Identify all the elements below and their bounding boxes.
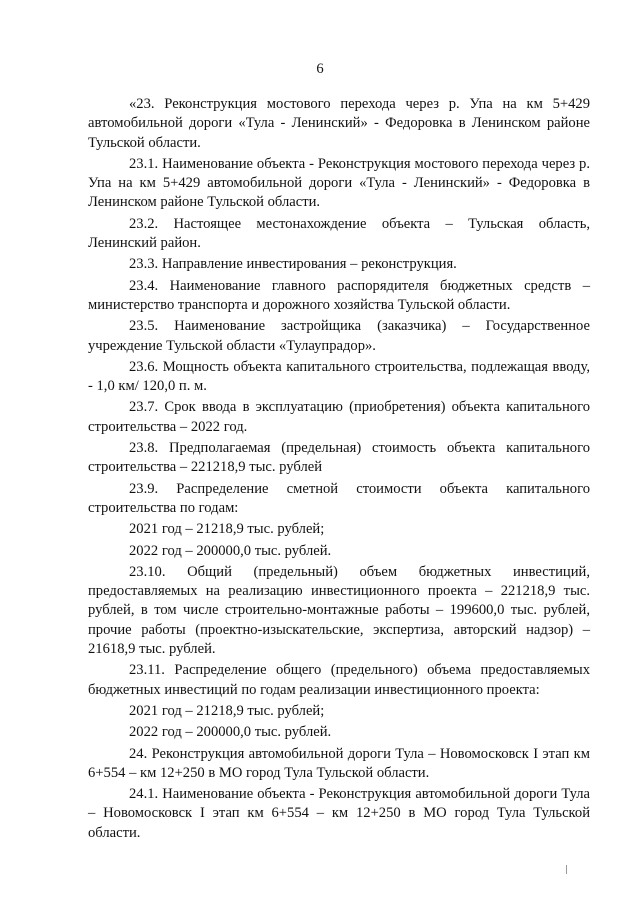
paragraph-23-7: 23.7. Срок ввода в эксплуатацию (приобретения) объекта капитального строительства – 2022 год. bbox=[88, 399, 590, 435]
paragraph-23-11-year-2021: 2021 год – 21218,9 тыс. рублей; bbox=[129, 702, 325, 719]
paragraph-24: 24. Реконструкция автомобильной дороги Тула – Новомосковск I этап км 6+554 – км 12+250 в МО город Тула Тульской области. bbox=[88, 745, 590, 781]
paragraph-23: «23. Реконструкция мостового перехода через р. Упа на км 5+429 автомобильной дороги «Тула - Ленинский» - Федоровка в Ленинском районе Тульской области. bbox=[88, 96, 590, 151]
paragraph-23-4: 23.4. Наименование главного распорядителя бюджетных средств – министерство транспорта и дорожного хозяйства Тульской области. bbox=[88, 277, 590, 313]
paragraph-23-9-year-2021: 2021 год – 21218,9 тыс. рублей; bbox=[129, 521, 325, 538]
paragraph-23-1: 23.1. Наименование объекта - Реконструкция мостового перехода через р. Упа на км 5+429 автомобильной дороги «Тула - Ленинский» - Федоровка в Ленинском районе Тульской области. bbox=[88, 155, 590, 211]
paragraph-23-8: 23.8. Предполагаемая (предельная) стоимость объекта капитального строительства – 221218,9 тыс. рублей bbox=[88, 440, 590, 476]
paragraph-23-6: 23.6. Мощность объекта капитального строительства, подлежащая вводу, - 1,0 км/ 120,0 п. м. bbox=[88, 358, 590, 395]
paragraph-23-2: 23.2. Настоящее местонахождение объекта – Тульская область, Ленинский район. bbox=[88, 215, 590, 252]
paragraph-23-9: 23.9. Распределение сметной стоимости объекта капитального строительства по годам: bbox=[88, 480, 590, 516]
paragraph-23-11: 23.11. Распределение общего (предельного) объема предоставляемых бюджетных инвестиций по годам реализации инвестиционного проекта: bbox=[88, 662, 590, 698]
paragraph-23-11-year-2022: 2022 год – 200000,0 тыс. рублей. bbox=[129, 724, 332, 741]
margin-mark bbox=[566, 865, 567, 874]
paragraph-23-3: 23.3. Направление инвестирования – реконструкция. bbox=[129, 256, 457, 273]
paragraph-24-1: 24.1. Наименование объекта - Реконструкция автомобильной дороги Тула – Новомосковск I этап км 6+554 – км 12+250 в МО город Тула Тульской области. bbox=[88, 786, 590, 841]
paragraph-23-9-year-2022: 2022 год – 200000,0 тыс. рублей. bbox=[129, 542, 332, 559]
paragraph-23-10: 23.10. Общий (предельный) объем бюджетных инвестиций, предоставляемых на реализацию инвестиционного проекта – 221218,9 тыс. рублей, в том числе строительно-монтажные работы – 199600,0 тыс. рублей, прочие работы (проектно-изыскательские, экспертиза, авторский надзор) – 21618,9 тыс. рублей. bbox=[88, 563, 590, 658]
page-number: 6 bbox=[316, 61, 324, 77]
document-body bbox=[88, 95, 590, 843]
paragraph-23-5: 23.5. Наименование застройщика (заказчика) – Государственное учреждение Тульской области «Тулаупрадор». bbox=[88, 318, 590, 354]
